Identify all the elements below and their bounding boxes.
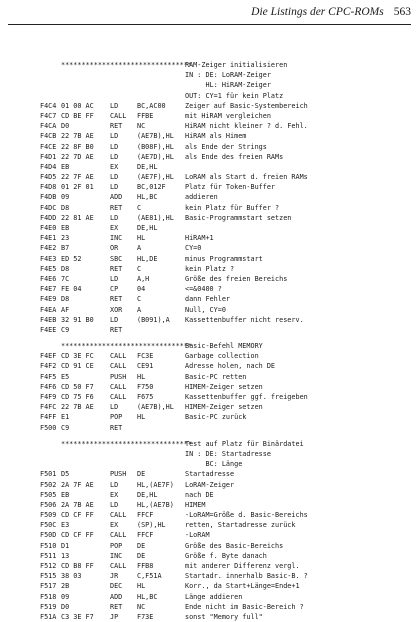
address: F4D1 (40, 152, 57, 161)
comment: RAM-Zeiger initialisieren (185, 61, 288, 69)
address: F517 (40, 582, 57, 591)
address: F518 (40, 592, 57, 601)
listing-line (40, 101, 409, 111)
comment: als Ende des freien RAMs (185, 152, 284, 161)
opcode-bytes: 09 (61, 592, 70, 601)
operand: HL,BC (137, 193, 158, 202)
address: F502 (40, 480, 57, 489)
listing-line (40, 459, 409, 469)
operand: F675 (137, 393, 154, 401)
operand: NC (137, 122, 146, 131)
listing-line (40, 192, 409, 202)
mnemonic: RET (110, 122, 123, 131)
address: F4F9 (40, 393, 57, 401)
listing-line (40, 412, 409, 422)
mnemonic: LD (110, 213, 119, 222)
address: F515 (40, 572, 57, 581)
opcode-bytes: C9 (61, 325, 70, 334)
address: F50C (40, 521, 57, 530)
operand: (B08F),HL (137, 142, 174, 151)
address: F4EA (40, 305, 57, 314)
mnemonic: CALL (110, 393, 127, 401)
operand: (AE7B),HL (137, 403, 174, 412)
listing-line (40, 423, 409, 433)
operand: A,H (137, 274, 150, 283)
opcode-bytes: D8 (61, 203, 70, 212)
mnemonic: INC (110, 234, 123, 243)
comment: Basic-Programmstart setzen (185, 213, 292, 222)
mnemonic: EX (110, 521, 119, 530)
operand: (AE7D),HL (137, 152, 174, 161)
mnemonic: CALL (110, 511, 127, 520)
listing-line (40, 243, 409, 253)
address: F4C7 (40, 111, 57, 120)
address: F4E5 (40, 264, 57, 273)
comment: CY=0 (185, 244, 202, 253)
listing-line (40, 182, 409, 192)
listing-line (40, 402, 409, 412)
opcode-bytes: ******************************** (61, 439, 192, 448)
mnemonic: LD (110, 132, 119, 141)
operand: HL,(AE7B) (137, 500, 174, 509)
address: F506 (40, 500, 57, 509)
comment: HIMEM (185, 500, 206, 509)
address: F4D4 (40, 162, 57, 171)
operand: FFCF (137, 531, 154, 540)
opcode-bytes: D1 (61, 541, 70, 550)
operand: DE,HL (137, 490, 158, 499)
comment: Kassettenbuffer ggf. freigeben (185, 393, 308, 401)
comment: mit anderer Differenz vergl. (185, 562, 300, 570)
opcode-bytes: CD B8 FF (61, 562, 94, 570)
listing-line (40, 382, 409, 392)
opcode-bytes: 22 7F AE (61, 173, 94, 182)
running-title: Die Listings der CPC-ROMs (251, 6, 384, 18)
header-rule (8, 24, 411, 25)
listing-line (40, 315, 409, 325)
listing-line (40, 612, 409, 622)
operand: DE (137, 470, 146, 479)
comment: mit HiRAM vergleichen (185, 111, 271, 120)
opcode-bytes: CD CF FF (61, 511, 94, 520)
address: F4DC (40, 203, 57, 212)
mnemonic: LD (110, 274, 119, 283)
address: F4F2 (40, 362, 57, 371)
operand: F73E (137, 612, 154, 621)
address: F4EE (40, 325, 57, 334)
comment: Ende nicht im Basic-Bereich ? (185, 602, 304, 611)
opcode-bytes: 22 81 AE (61, 213, 94, 222)
listing-block (40, 341, 409, 433)
mnemonic: EX (110, 490, 119, 499)
address: F509 (40, 511, 57, 520)
operand: (AE7F),HL (137, 173, 174, 182)
operand: (B091),A (137, 315, 170, 324)
address: F4E7 (40, 285, 57, 294)
listing-line (40, 70, 409, 80)
mnemonic: CALL (110, 562, 127, 570)
opcode-bytes: E3 (61, 521, 70, 530)
listing-line (40, 325, 409, 335)
mnemonic: RET (110, 264, 123, 273)
opcode-bytes: D0 (61, 122, 70, 131)
address: F4E1 (40, 234, 57, 243)
comment: Basic-Befehl MEMORY (185, 342, 263, 351)
opcode-bytes: CD 50 F7 (61, 382, 94, 391)
operand: CE91 (137, 362, 154, 371)
listing-line (40, 592, 409, 602)
comment: Startadresse (185, 470, 235, 479)
opcode-bytes: C9 (61, 423, 70, 432)
address: F4FF (40, 413, 57, 422)
address: F4FC (40, 403, 57, 412)
opcode-bytes: ED 52 (61, 254, 82, 263)
comment: HiRAM nicht kleiner ? d. Fehl. (185, 122, 308, 131)
listing-line (40, 111, 409, 121)
operand: NC (137, 602, 146, 611)
comment: HIMEM-Zeiger setzen (185, 403, 263, 412)
operand: BC,012F (137, 183, 166, 192)
address: F4D5 (40, 173, 57, 182)
mnemonic: PUSH (110, 372, 127, 381)
opcode-bytes: D8 (61, 264, 70, 273)
address: F501 (40, 470, 57, 479)
opcode-bytes: CD 75 F6 (61, 393, 94, 401)
listing-line (40, 294, 409, 304)
opcode-bytes: E5 (61, 372, 70, 381)
mnemonic: JP (110, 612, 119, 621)
opcode-bytes: 2A 7B AE (61, 500, 94, 509)
address: F4D8 (40, 183, 57, 192)
opcode-bytes: 01 2F 01 (61, 183, 94, 192)
opcode-bytes: C3 3E F7 (61, 612, 94, 621)
listing-line (40, 284, 409, 294)
comment: HiRAM+1 (185, 234, 214, 243)
mnemonic: RET (110, 295, 123, 304)
mnemonic: LD (110, 500, 119, 509)
comment: LoRAM als Start d. freien RAMs (185, 173, 308, 182)
address: F4DD (40, 213, 57, 222)
listing-line (40, 274, 409, 284)
listing-line (40, 264, 409, 274)
mnemonic: CALL (110, 111, 127, 120)
assembly-listing (40, 60, 409, 622)
address: F4E9 (40, 295, 57, 304)
mnemonic: RET (110, 325, 123, 334)
listing-line (40, 581, 409, 591)
opcode-bytes: FE 04 (61, 285, 82, 294)
mnemonic: LD (110, 403, 119, 412)
opcode-bytes: CD 91 CE (61, 362, 94, 371)
listing-line (40, 541, 409, 551)
mnemonic: CALL (110, 362, 127, 371)
address: F511 (40, 551, 57, 560)
address: F4F6 (40, 382, 57, 391)
operand: DE (137, 541, 146, 550)
opcode-bytes: 23 (61, 234, 70, 243)
comment: sonst "Memory full" (185, 612, 263, 621)
mnemonic: RET (110, 423, 123, 432)
operand: F750 (137, 382, 154, 391)
opcode-bytes: D0 (61, 602, 70, 611)
comment: Null, CY=0 (185, 305, 226, 314)
mnemonic: DEC (110, 582, 123, 591)
mnemonic: PUSH (110, 470, 127, 479)
comment: Größe des Basic-Bereichs (185, 541, 284, 550)
mnemonic: LD (110, 183, 119, 192)
listing-line (40, 233, 409, 243)
listing-line (40, 602, 409, 612)
mnemonic: CALL (110, 352, 127, 361)
operand: 04 (137, 285, 146, 294)
comment: <=&0400 ? (185, 285, 222, 294)
mnemonic: CALL (110, 531, 127, 540)
comment: Platz für Token-Buffer (185, 183, 276, 192)
comment: HIMEM-Zeiger setzen (185, 382, 263, 391)
listing-line (40, 142, 409, 152)
comment: kein Platz ? (185, 264, 235, 273)
comment: kein Platz für Buffer ? (185, 203, 280, 212)
listing-line (40, 121, 409, 131)
address: F505 (40, 490, 57, 499)
address: F50D (40, 531, 57, 540)
opcode-bytes: EB (61, 490, 70, 499)
mnemonic: EX (110, 162, 119, 171)
mnemonic: JR (110, 572, 119, 581)
listing-line (40, 341, 409, 351)
listing-line (40, 520, 409, 530)
listing-line (40, 162, 409, 172)
listing-line (40, 172, 409, 182)
listing-line (40, 551, 409, 561)
opcode-bytes: D5 (61, 470, 70, 479)
operand: DE,HL (137, 162, 158, 171)
opcode-bytes: 13 (61, 551, 70, 560)
opcode-bytes: CD CF FF (61, 531, 94, 540)
listing-line (40, 372, 409, 382)
opcode-bytes: 7C (61, 274, 70, 283)
address: F4E6 (40, 274, 57, 283)
address: F512 (40, 562, 57, 570)
comment: retten, Startadresse zurück (185, 521, 296, 530)
operand: DE (137, 551, 146, 560)
listing-line (40, 254, 409, 264)
operand: FFCF (137, 511, 154, 520)
address: F4CA (40, 122, 57, 131)
page-number: 563 (393, 6, 411, 18)
mnemonic: LD (110, 142, 119, 151)
address: F4EB (40, 315, 57, 324)
opcode-bytes: CD 3E FC (61, 352, 94, 361)
listing-line (40, 561, 409, 571)
comment: Startadr. innerhalb Basic-B. ? (185, 572, 308, 581)
mnemonic: OR (110, 244, 119, 253)
page-header (8, 6, 411, 22)
mnemonic: POP (110, 413, 123, 422)
opcode-bytes: 22 8F B0 (61, 142, 94, 151)
listing-line (40, 351, 409, 361)
operand: (AE7B),HL (137, 132, 174, 141)
opcode-bytes: CD BE FF (61, 111, 94, 120)
operand: C (137, 295, 142, 304)
comment: -LoRAM=Größe d. Basic-Bereichs (185, 511, 308, 520)
operand: A (137, 244, 142, 253)
mnemonic: LD (110, 101, 119, 110)
comment: addieren (185, 193, 218, 202)
opcode-bytes: AF (61, 305, 70, 314)
listing-line (40, 131, 409, 141)
comment: nach DE (185, 490, 214, 499)
opcode-bytes: 2A 7F AE (61, 480, 94, 489)
address: F51A (40, 612, 57, 621)
operand: HL,BC (137, 592, 158, 601)
mnemonic: EX (110, 224, 119, 232)
address: F519 (40, 602, 57, 611)
listing-line (40, 439, 409, 449)
listing-line (40, 361, 409, 371)
opcode-bytes: EB (61, 162, 70, 171)
operand: C,F51A (137, 572, 162, 581)
listing-line (40, 213, 409, 223)
opcode-bytes: 32 91 B0 (61, 315, 94, 324)
opcode-bytes: 38 03 (61, 572, 82, 581)
mnemonic: CP (110, 285, 119, 294)
listing-line (40, 152, 409, 162)
mnemonic: ADD (110, 592, 123, 601)
mnemonic: LD (110, 480, 119, 489)
address: F4F5 (40, 372, 57, 381)
comment: dann Fehler (185, 295, 231, 304)
opcode-bytes: ******************************** (61, 61, 192, 69)
operand: (SP),HL (137, 521, 166, 530)
comment: Größe f. Byte danach (185, 551, 267, 560)
address: F4E2 (40, 244, 57, 253)
address: F500 (40, 423, 57, 432)
comment: Basic-PC retten (185, 372, 247, 381)
operand: HL,(AE7F) (137, 480, 174, 489)
operand: (AE81),HL (137, 213, 174, 222)
comment: LoRAM-Zeiger (185, 480, 235, 489)
operand: FFBE (137, 111, 154, 120)
listing-block (40, 439, 409, 622)
address: F510 (40, 541, 57, 550)
opcode-bytes: 01 00 AC (61, 101, 94, 110)
comment: als Ende der Strings (185, 142, 267, 151)
comment: HL: HiRAM-Zeiger (185, 81, 271, 90)
listing-line (40, 305, 409, 315)
comment: IN : DE: Startadresse (185, 449, 271, 458)
mnemonic: LD (110, 315, 119, 324)
listing-line (40, 571, 409, 581)
address: F4CE (40, 142, 57, 151)
comment: Korr., da Start+Länge=Ende+1 (185, 582, 300, 591)
listing-line (40, 469, 409, 479)
comment: Länge addieren (185, 592, 243, 601)
address: F4C4 (40, 101, 57, 110)
opcode-bytes: 09 (61, 193, 70, 202)
mnemonic: LD (110, 173, 119, 182)
listing-line (40, 500, 409, 510)
listing-line (40, 490, 409, 500)
mnemonic: CALL (110, 382, 127, 391)
opcode-bytes: 22 7B AE (61, 403, 94, 412)
address: F4DB (40, 193, 57, 202)
mnemonic: RET (110, 203, 123, 212)
mnemonic: XOR (110, 305, 123, 314)
address: F4CB (40, 132, 57, 141)
address: F4E3 (40, 254, 57, 263)
address: F4E0 (40, 224, 57, 232)
operand: HL (137, 413, 146, 422)
comment: Kassettenbuffer nicht reserv. (185, 315, 304, 324)
opcode-bytes: D8 (61, 295, 70, 304)
address: F4EF (40, 352, 57, 361)
listing-line (40, 510, 409, 520)
opcode-bytes: ******************************** (61, 342, 192, 351)
operand: BC,AC00 (137, 101, 166, 110)
opcode-bytes: E1 (61, 413, 70, 422)
listing-line (40, 449, 409, 459)
comment: Test auf Platz für Binärdatei (185, 439, 304, 448)
comment: Basic-PC zurück (185, 413, 247, 422)
comment: Zeiger auf Basic-Systembereich (185, 101, 308, 110)
comment: OUT: CY=1 für kein Platz (185, 91, 284, 100)
opcode-bytes: B7 (61, 244, 70, 253)
opcode-bytes: 22 7B AE (61, 132, 94, 141)
operand: FC3E (137, 352, 154, 361)
operand: HL (137, 582, 146, 591)
mnemonic: LD (110, 152, 119, 161)
mnemonic: ADD (110, 193, 123, 202)
comment: Adresse holen, nach DE (185, 362, 276, 371)
listing-line (40, 530, 409, 540)
operand: FFB8 (137, 562, 154, 570)
comment: minus Programmstart (185, 254, 263, 263)
comment: BC: Länge (185, 460, 243, 469)
comment: -LoRAM (185, 531, 210, 540)
listing-line (40, 223, 409, 233)
comment: IN : DE: LoRAM-Zeiger (185, 71, 271, 80)
mnemonic: INC (110, 551, 123, 560)
operand: C (137, 264, 142, 273)
listing-block (40, 60, 409, 335)
mnemonic: SBC (110, 254, 123, 263)
opcode-bytes: 22 7D AE (61, 152, 94, 161)
listing-line (40, 91, 409, 101)
listing-line (40, 80, 409, 90)
operand: A (137, 305, 142, 314)
opcode-bytes: 2B (61, 582, 70, 591)
listing-line (40, 392, 409, 402)
comment: HiRAM als Himem (185, 132, 247, 141)
operand: HL (137, 234, 146, 243)
mnemonic: RET (110, 602, 123, 611)
operand: C (137, 203, 142, 212)
opcode-bytes: EB (61, 224, 70, 232)
operand: HL,DE (137, 254, 158, 263)
operand: HL (137, 372, 146, 381)
listing-line (40, 60, 409, 70)
listing-line (40, 203, 409, 213)
operand: DE,HL (137, 224, 158, 232)
comment: Größe des freien Bereichs (185, 274, 288, 283)
listing-line (40, 480, 409, 490)
comment: Garbage collection (185, 352, 259, 361)
mnemonic: POP (110, 541, 123, 550)
